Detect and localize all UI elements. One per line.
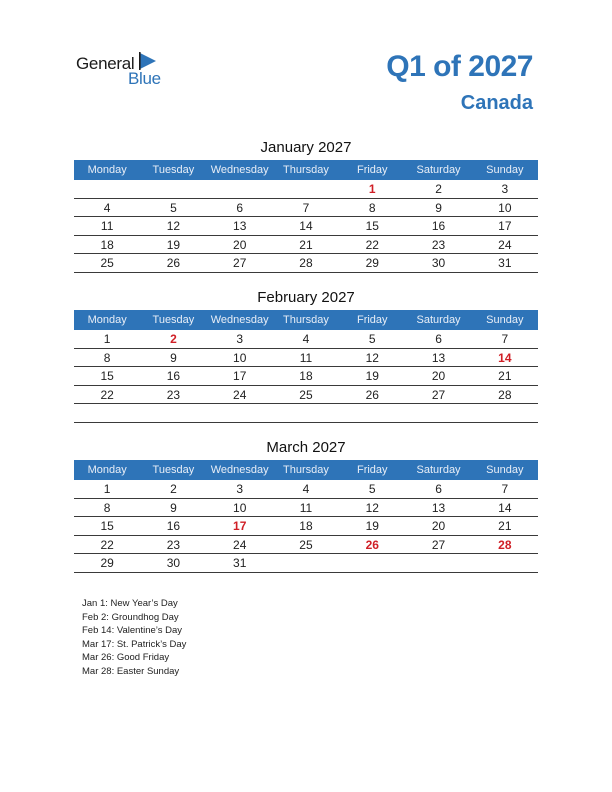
day-cell: 31 [498,256,512,270]
month-title: February 2027 [257,289,355,306]
day-cell: 25 [299,387,313,402]
weekday-label: Monday [87,314,127,326]
day-cell: 28 [299,256,313,270]
weekday-label: Friday [356,314,388,326]
day-cell [74,404,140,422]
week-row [74,480,538,499]
generalblue-logo [76,52,176,88]
day-cell: 19 [365,369,379,383]
day-cell [472,554,538,572]
day-cell: 16 [166,519,181,533]
day-cell: 30 [431,256,446,270]
day-cell: 20 [233,237,247,252]
weekday-label: Sunday [486,464,524,476]
week-row [74,536,538,555]
logo-flag-icon [138,52,158,70]
weekday-label: Friday [356,464,388,476]
day-cell: 7 [302,200,310,215]
logo-word-general: General [76,54,135,73]
holiday-note: Mar 26: Good Friday [82,652,170,664]
day-cell: 28 [498,537,512,552]
day-cell: 27 [431,387,446,402]
day-cell: 13 [233,219,247,233]
weekday-label: Thursday [283,464,329,476]
week-row [74,254,538,273]
week-row [74,499,538,518]
country-name: Canada [460,92,533,114]
day-cell [472,404,538,422]
day-cell [273,404,339,422]
day-cell: 15 [365,219,379,233]
weekday-label: Saturday [416,464,461,476]
weekday-label: Wednesday [210,164,269,176]
day-cell: 11 [299,500,313,515]
day-cell [273,180,339,198]
weekday-label: Saturday [416,314,461,326]
day-cell: 9 [170,350,177,365]
week-row [74,236,538,255]
week-row [74,217,538,236]
day-cell: 16 [431,219,446,233]
day-cell [405,554,471,572]
day-cell: 3 [236,332,244,346]
day-cell [140,404,206,422]
weekday-label: Monday [87,464,127,476]
day-cell: 25 [299,537,313,552]
day-cell [405,404,471,422]
day-cell: 12 [166,219,181,233]
day-cell: 17 [233,369,247,383]
day-cell: 23 [166,537,181,552]
month-title: January 2027 [260,139,352,156]
day-cell: 15 [100,369,114,383]
day-cell: 14 [498,350,512,365]
day-cell [273,554,339,572]
week-row [74,330,538,349]
day-cell: 10 [233,350,247,365]
day-cell: 27 [431,537,446,552]
day-cell: 6 [236,200,244,215]
week-row [74,180,538,199]
week-row [74,386,538,405]
week-row [74,517,538,536]
day-cell: 2 [170,482,177,496]
weekday-label: Tuesday [152,464,195,476]
weekday-label: Thursday [283,164,329,176]
day-cell: 25 [100,256,114,270]
day-cell [339,404,405,422]
weekday-label: Sunday [486,314,524,326]
logo-word-blue: Blue [128,69,161,88]
day-cell: 23 [431,237,446,252]
day-cell: 13 [431,350,446,365]
day-cell: 21 [498,369,512,383]
day-cell: 4 [103,200,111,215]
week-row [74,554,538,573]
day-cell: 24 [233,537,247,552]
weekday-header [74,310,538,330]
day-cell: 26 [166,256,181,270]
week-row [74,367,538,386]
day-cell: 28 [498,387,512,402]
day-cell [74,180,140,198]
day-cell: 7 [501,482,509,496]
day-cell: 18 [299,519,313,533]
day-cell: 18 [299,369,313,383]
day-cell: 30 [166,556,181,570]
day-cell: 8 [368,200,376,215]
day-cell: 24 [498,237,512,252]
day-cell: 23 [166,387,181,402]
holiday-note: Feb 2: Groundhog Day [82,611,179,623]
day-cell: 8 [103,500,111,515]
day-cell: 20 [431,369,446,383]
holiday-note: Feb 14: Valentine’s Day [82,625,182,637]
day-cell: 19 [166,237,181,252]
page-title: Q1 of 2027 [386,50,533,83]
weekday-label: Friday [356,164,388,176]
day-cell: 29 [365,256,379,270]
day-cell: 9 [435,200,442,215]
day-cell: 6 [435,332,442,346]
day-cell: 31 [233,556,247,570]
day-cell: 11 [100,219,114,233]
day-cell: 5 [368,332,376,346]
day-cell: 22 [100,387,114,402]
weekday-label: Monday [87,164,127,176]
day-cell [339,554,405,572]
weekday-header [74,460,538,480]
week-row [74,199,538,218]
day-cell: 17 [233,519,247,533]
weekday-label: Sunday [486,164,524,176]
day-cell: 26 [365,387,379,402]
day-cell: 1 [103,332,111,346]
day-cell: 15 [100,519,114,533]
day-cell: 4 [302,482,310,496]
weekday-label: Thursday [283,314,329,326]
day-cell: 27 [233,256,247,270]
month-march [74,438,538,573]
day-cell: 19 [365,519,379,533]
day-cell: 1 [368,182,376,196]
week-row [74,404,538,423]
day-cell: 5 [170,200,177,215]
weekday-label: Wednesday [210,464,269,476]
day-cell [207,180,273,198]
day-cell: 18 [100,237,114,252]
holiday-note: Jan 1: New Year’s Day [82,598,178,609]
month-january [74,138,538,273]
weekday-label: Wednesday [210,314,269,326]
day-cell: 21 [299,237,313,252]
weekday-label: Tuesday [152,314,195,326]
day-cell: 10 [498,200,512,215]
day-cell: 17 [498,219,512,233]
day-cell: 21 [498,519,512,533]
weekday-header [74,160,538,180]
day-cell: 3 [501,182,509,196]
day-cell: 12 [365,500,379,515]
day-cell: 20 [431,519,446,533]
holiday-note: Mar 28: Easter Sunday [82,665,180,677]
day-cell: 29 [100,556,114,570]
day-cell: 9 [170,500,177,515]
week-row [74,349,538,368]
day-cell: 14 [299,219,313,233]
day-cell: 4 [302,332,310,346]
month-february [74,288,538,423]
day-cell: 10 [233,500,247,515]
day-cell: 2 [170,332,177,346]
day-cell: 26 [365,537,379,552]
day-cell: 11 [299,350,313,365]
day-cell [207,404,273,422]
day-cell: 5 [368,482,376,496]
day-cell: 3 [236,482,244,496]
day-cell: 8 [103,350,111,365]
day-cell: 2 [435,182,442,196]
day-cell: 22 [100,537,114,552]
month-title: March 2027 [266,439,346,456]
day-cell [140,180,206,198]
day-cell: 7 [501,332,509,346]
day-cell: 13 [431,500,446,515]
day-cell: 14 [498,500,512,515]
day-cell: 24 [233,387,247,402]
day-cell: 1 [103,482,111,496]
weekday-label: Saturday [416,164,461,176]
holiday-note: Mar 17: St. Patrick’s Day [82,638,187,650]
holiday-notes [82,597,186,679]
day-cell: 22 [365,237,379,252]
day-cell: 6 [435,482,442,496]
day-cell: 12 [365,350,379,365]
weekday-label: Tuesday [152,164,195,176]
day-cell: 16 [166,369,181,383]
